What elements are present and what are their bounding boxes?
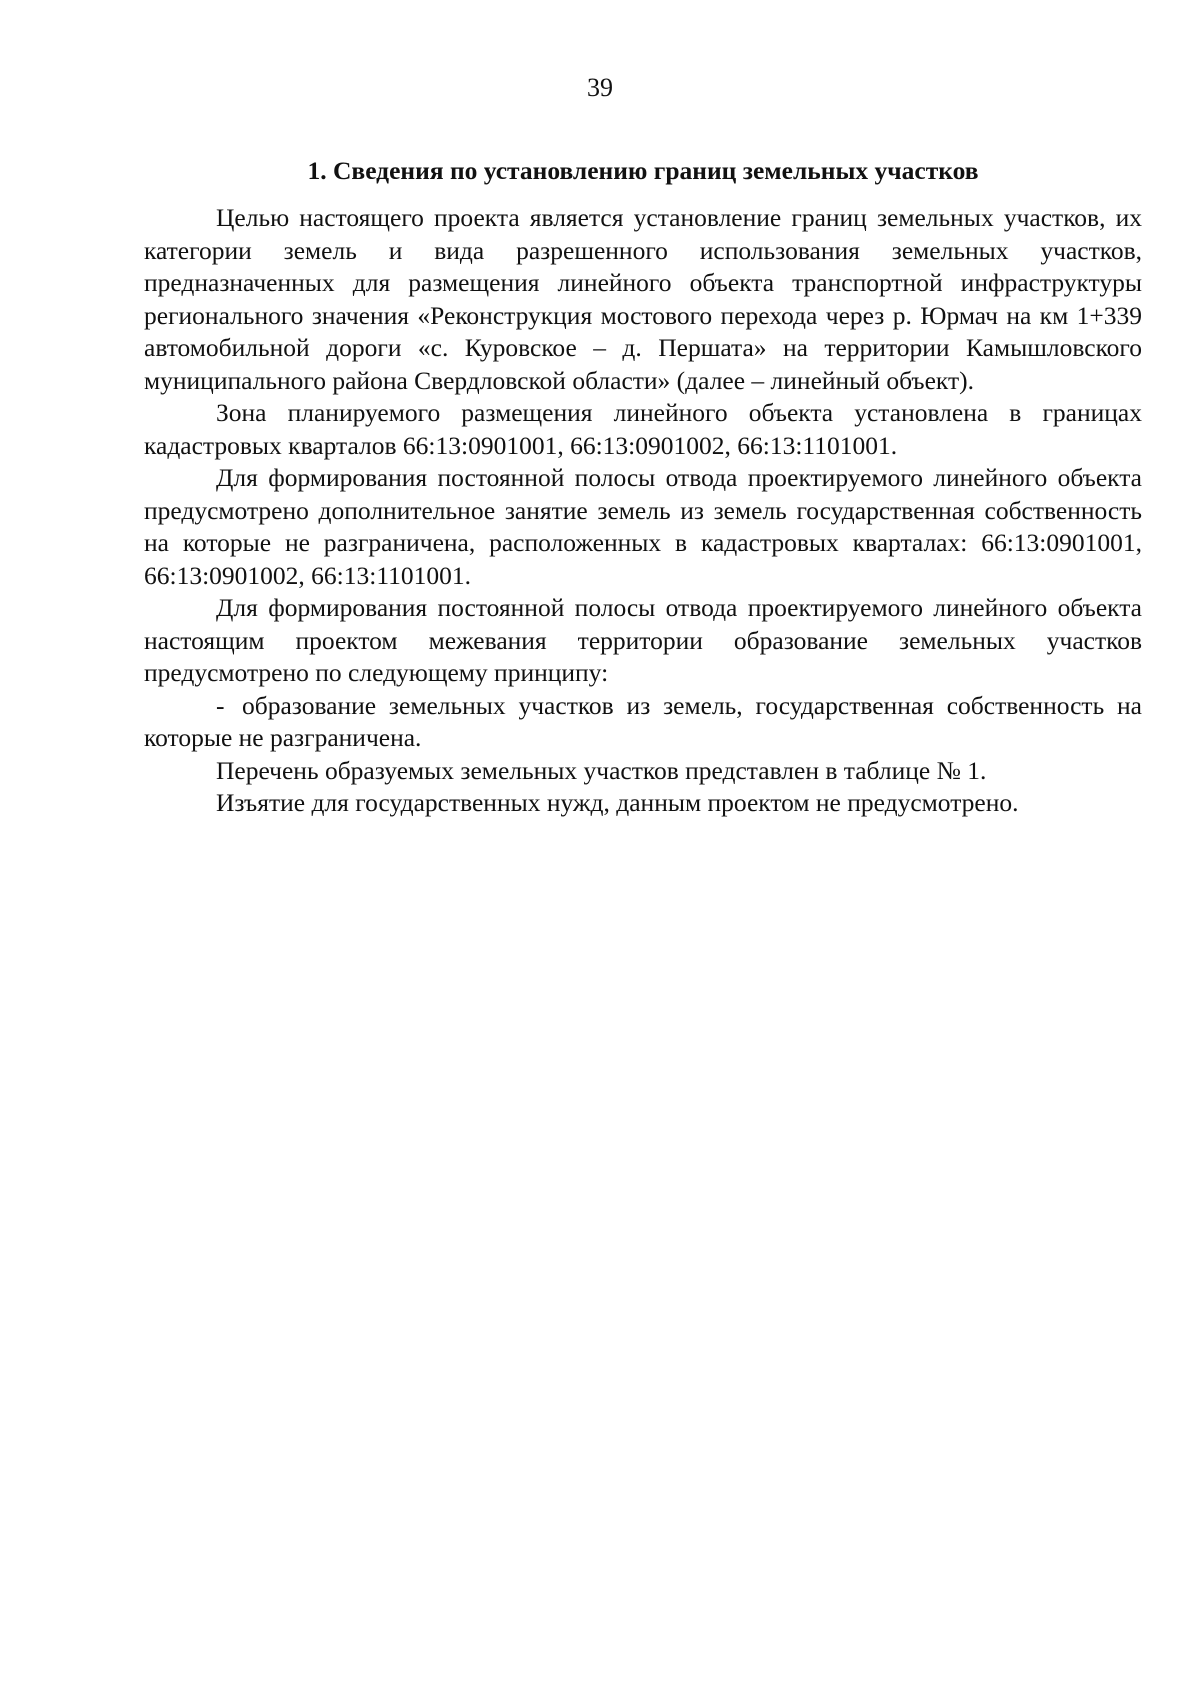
paragraph-land-allocation: Для формирования постоянной полосы отвода проектируемого линейного объекта предусмотрено дополнительное занятие земель из земель государственная собственность на которые не разграничена, расположенных в кадастровых кварталах: 66:13:0901001, 66:13:0901002, 66:13:1101001. <box>144 463 1142 590</box>
page-number: 39 <box>587 73 613 102</box>
section-title: 1. Сведения по установлению границ земельных участков <box>307 156 979 185</box>
paragraph-table-reference: Перечень образуемых земельных участков представлен в таблице № 1. <box>216 755 987 785</box>
paragraph-seizure: Изъятие для государственных нужд, данным проектом не предусмотрено. <box>216 788 1019 817</box>
document-body <box>144 154 1142 820</box>
list-item-text: образование земельных участков из земель, государственная собственность на которые не разграничена. <box>144 690 1142 752</box>
list-marker: - <box>216 690 225 720</box>
paragraph-principle: Для формирования постоянной полосы отвода проектируемого линейного объекта настоящим проектом межевания территории образование земельных участков предусмотрено по следующему принципу: <box>144 593 1142 687</box>
paragraph-purpose: Целью настоящего проекта является установление границ земельных участков, их категории земель и вида разрешенного использования земельных участков, предназначенных для размещения линейного объекта транспортной инфраструктуры регионального значения «Реконструкция мостового перехода через р. Юрмач на км 1+339 автомобильной дороги «с. Куровское – д. Першата» на территории Камышловского муниципального района Свердловской области» (далее – линейный объект). <box>144 203 1142 395</box>
paragraph-zone: Зона планируемого размещения линейного объекта установлена в границах кадастровых кварталов 66:13:0901001, 66:13:0901002, 66:13:1101001. <box>144 398 1142 460</box>
list-item <box>144 690 1142 755</box>
